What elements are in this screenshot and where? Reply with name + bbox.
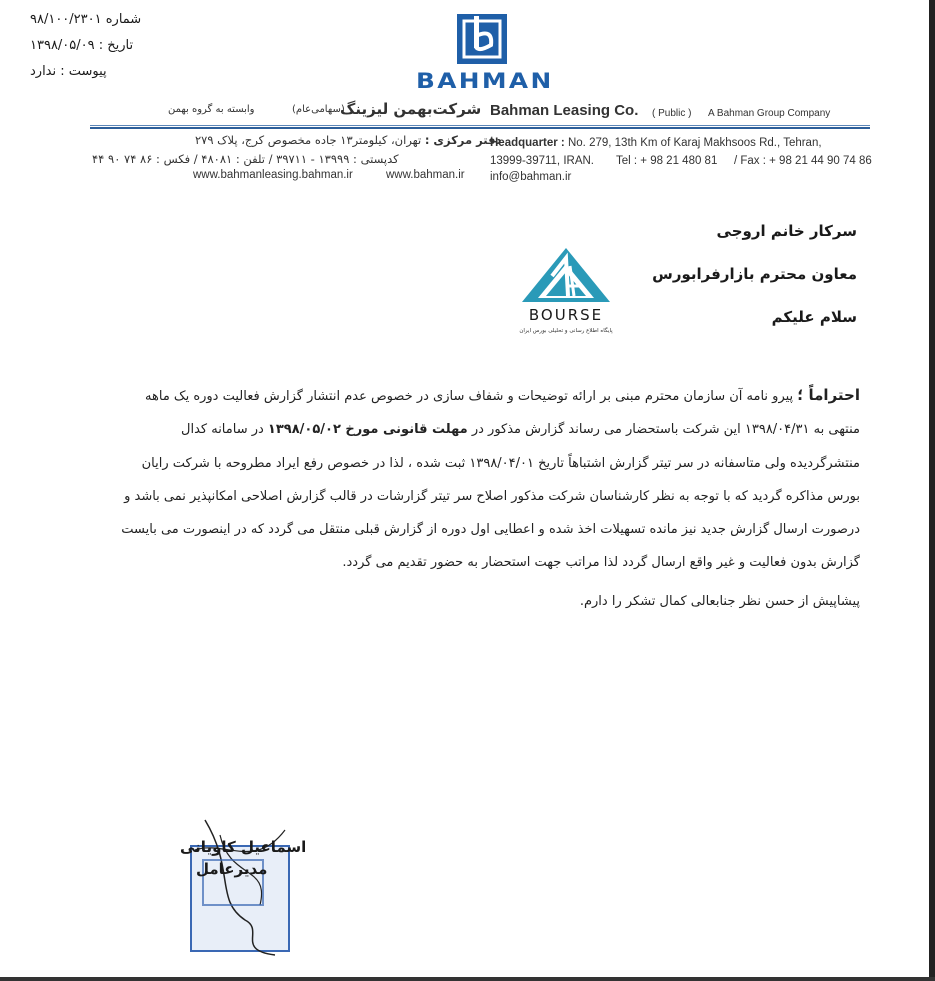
letter-date: تاریخ : ۱۳۹۸/۰۵/۰۹: [30, 38, 134, 53]
body-line-2: [181, 422, 860, 437]
body-deadline: مهلت قانونی مورخ ۱۳۹۸/۰۵/۰۲: [267, 422, 468, 437]
fa-public-label: (سهامی‌عام): [292, 104, 345, 115]
fa-company-name: شرکت‌بهمن لیزینگ: [340, 100, 482, 118]
fa-phones: کدپستی : ۱۳۹۹۹ - ۳۹۷۱۱ / تلفن : ۴۸۰۸۱ / فکس : ۸۶ ۷۴ ۹۰ ۴۴: [92, 152, 399, 166]
fa-address: [195, 133, 501, 147]
signatory-name: اسماعیل کاویانی: [180, 838, 307, 856]
body-line-5: درصورت ارسال گزارش جدید نیز مانده تسهیلات اخذ شده و اعطایی اول دوره از گزارش قبلی منتقل می گردد که در اینصورت می بایست: [121, 522, 860, 537]
fa-address-text: تهران، کیلومتر۱۳ جاده مخصوص کرج، پلاک ۲۷۹: [195, 133, 422, 147]
recipient-name: سرکار خانم اروجی: [716, 222, 857, 240]
fa-address-label: دفتر مرکزی :: [424, 133, 502, 147]
en-public-label: ( Public ): [652, 108, 692, 119]
letterhead-rule-thick: [90, 127, 870, 129]
en-address-label: Headquarter :: [490, 137, 565, 149]
body-line-4: بورس مذاکره گردید که با توجه به نظر کارشناسان شرکت مذکور اصلاح سر تیتر گزارشات در قالب گزارش اصلاحی امکانپذیر نمی باشد و: [124, 489, 860, 504]
fa-website-leasing[interactable]: www.bahmanleasing.bahman.ir: [193, 169, 353, 181]
en-group-label: A Bahman Group Company: [708, 108, 831, 119]
en-address-text: No. 279, 13th Km of Karaj Makhsoos Rd., Tehran,: [567, 137, 822, 149]
body-line-2a: منتهی به ۱۳۹۸/۰۴/۳۱ این شرکت باستحضار می رساند گزارش مذکور در: [467, 422, 860, 437]
letter-attachment: پیوست : ندارد: [30, 64, 107, 79]
letterhead-rule: [90, 125, 870, 126]
signatory-title: مدیرعامل: [196, 860, 268, 878]
bourse-logo-text: BOURSE: [528, 306, 604, 324]
page-edge-bottom: [0, 977, 935, 981]
bourse-logo-icon: [512, 246, 620, 336]
en-email[interactable]: info@bahman.ir: [490, 171, 572, 183]
fa-group-label: وابسته به گروه بهمن: [168, 104, 255, 115]
body-line-3: منتشرگردیده ولی متاسفانه در سر تیتر گزارش اشتباهاً تاریخ ۱۳۹۸/۰۴/۰۱ ثبت شده ، لذا در خصوص رفع ایراد مطروحه با شرکت رایان: [141, 456, 860, 471]
recipient-title: معاون محترم بازارفرابورس: [652, 265, 857, 283]
en-tel: Tel : + 98 21 480 81: [616, 155, 718, 167]
recipient-salutation: سلام علیکم: [771, 308, 857, 326]
fa-website-bahman[interactable]: www.bahman.ir: [386, 169, 465, 181]
en-postal: 13999-39711, IRAN.: [490, 155, 594, 167]
body-line-6: گزارش بدون فعالیت و غیر واقع ارسال گردد لذا مراتب جهت استحضار به حضور تقدیم می گردد.: [342, 555, 860, 570]
bahman-logo-text: BAHMAN: [416, 69, 554, 93]
body-line-2c: در سامانه کدال: [181, 422, 268, 437]
body-closing: پیشاپیش از حسن نظر جنابعالی کمال تشکر را دارم.: [579, 594, 860, 609]
body-line-1-text: پیرو نامه آن سازمان محترم مبنی بر ارائه توضیحات و شفاف سازی در خصوص عدم انتشار گزارش فعالیت دوره یک ماهه: [145, 389, 798, 404]
en-company-name: Bahman Leasing Co.: [490, 102, 639, 119]
body-opening: احتراماً ؛: [797, 386, 860, 404]
bourse-logo-subtext: پایگاه اطلاع رسانی و تحلیلی بورس ایران: [519, 328, 613, 334]
signature-icon: [175, 810, 305, 960]
en-fax: / Fax : + 98 21 44 90 74 86: [734, 155, 872, 167]
en-address: [490, 137, 822, 149]
page-edge-right: [929, 0, 935, 981]
bahman-logo-icon: [457, 14, 507, 64]
letter-number: شماره ۹۸/۱۰۰/۲۳۰۱: [30, 12, 142, 27]
body-line-1: [145, 386, 860, 404]
